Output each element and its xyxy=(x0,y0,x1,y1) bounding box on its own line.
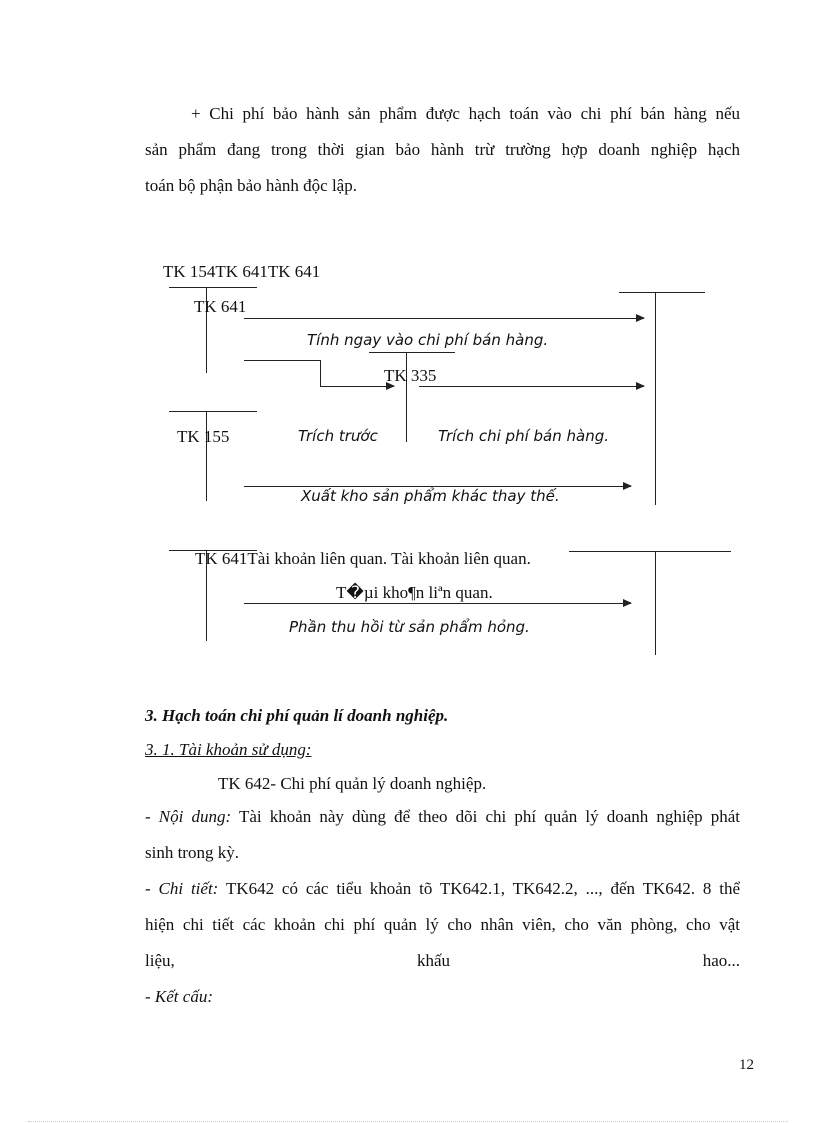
arrow-recovery xyxy=(244,603,631,604)
intro-line-1: + Chi phí bảo hành sản phẩm được hạch toán vào chi phí bán hàng nếu xyxy=(191,104,740,123)
account-line: TK 642- Chi phí quản lý doanh nghiệp. xyxy=(218,774,487,793)
tk155-vertical xyxy=(206,411,207,501)
page-number: 12 xyxy=(739,1057,754,1073)
detail-text-3c: hao... xyxy=(702,951,740,970)
content-line-1: - Nội dung: Tài khoản này dùng để theo dõi chi phí quản lý doanh nghiệp phát xyxy=(145,807,740,826)
tk335-label: TK 335 xyxy=(384,366,437,385)
tk641-label: TK 641 xyxy=(194,297,247,316)
label-garbled-related: T�µi kho¶n liªn quan. xyxy=(336,583,493,602)
section-subheading: 3. 1. Tài khoản sử dụng: xyxy=(145,740,312,759)
label-recovery: Phần thu hồi từ sản phẩm hỏng. xyxy=(289,618,530,636)
tk155-top-line xyxy=(169,411,257,412)
tk641-right-top-line xyxy=(619,292,705,293)
section-heading: 3. Hạch toán chi phí quản lí doanh nghiệp. xyxy=(145,706,449,725)
label-related-accounts: TK 641Tài khoản liên quan. Tài khoản liên quan. xyxy=(195,549,531,568)
label-direct-expense: Tính ngay vào chi phí bán hàng. xyxy=(307,331,549,349)
intro-paragraph xyxy=(145,96,740,204)
detail-line-2: hiện chi tiết các khoản chi phí quản lý cho nhân viên, cho văn phòng, cho vật xyxy=(145,915,740,934)
label-export: Xuất kho sản phẩm khác thay thế. xyxy=(301,487,560,505)
detail-line-3 xyxy=(145,943,740,979)
tk335-vertical xyxy=(406,352,407,442)
tk155-label: TK 155 xyxy=(177,427,230,446)
label-accrue-cost: Trích chi phí bán hàng. xyxy=(438,427,609,445)
intro-line-2: sản phẩm đang trong thời gian bảo hành trừ trường hợp doanh nghiệp hạch xyxy=(145,140,740,159)
detail-text-3b: khấu xyxy=(417,951,451,970)
content-label: Nội dung: xyxy=(158,807,232,826)
bottom-right-vertical xyxy=(655,551,656,655)
structure-line: - Kết cấu: xyxy=(145,987,213,1006)
footer-divider xyxy=(28,1121,788,1122)
arrow-direct-expense xyxy=(244,318,644,319)
content-line-2: sinh trong kỳ. xyxy=(145,843,239,862)
detail-label: Chi tiết: xyxy=(158,879,219,898)
accrue-line-b xyxy=(320,360,321,386)
bottom-right-line xyxy=(569,551,731,552)
detail-line-1: - Chi tiết: TK642 có các tiểu khoản tõ TK642.1, TK642.2, ..., đến TK642. 8 thể xyxy=(145,879,740,898)
tk154-top-line xyxy=(169,287,257,288)
accrue-line-a xyxy=(244,360,320,361)
intro-line-3: toán bộ phận bảo hành độc lập. xyxy=(145,176,357,195)
detail-text-3a: liệu, xyxy=(145,951,175,970)
label-accrue: Trích trước xyxy=(298,427,378,445)
detail-text-1: TK642 có các tiểu khoản tõ TK642.1, TK642.2, ..., đến TK642. 8 thể xyxy=(225,879,740,898)
tk641-right-vertical xyxy=(655,292,656,505)
content-text-1: Tài khoản này dùng để theo dõi chi phí quản lý doanh nghiệp phát xyxy=(238,807,740,826)
structure-label: Kết cấu: xyxy=(154,987,213,1006)
diagram-header-accounts: TK 154TK 641TK 641 xyxy=(163,262,321,281)
arrow-accrue-cost xyxy=(419,386,644,387)
content-paragraph xyxy=(145,799,740,1015)
arrow-accrue xyxy=(320,386,394,387)
tk335-top-line xyxy=(369,352,455,353)
